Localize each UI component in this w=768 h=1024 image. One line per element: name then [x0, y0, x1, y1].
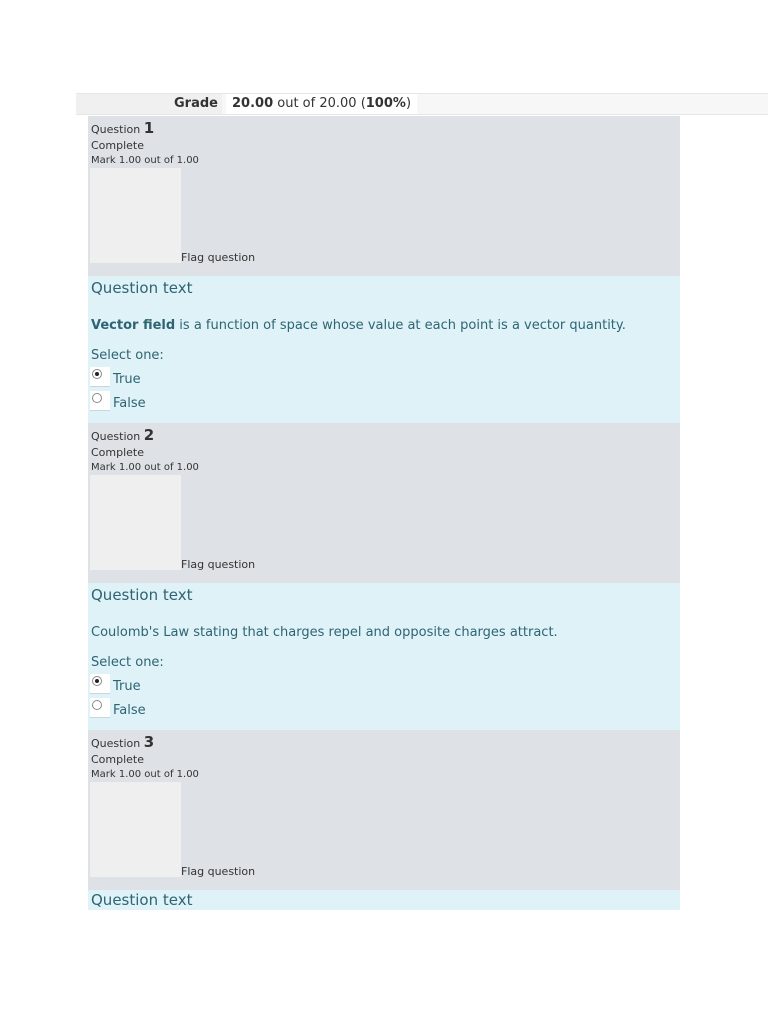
question-number: 1: [143, 119, 155, 137]
flag-question-link[interactable]: Flag question: [181, 558, 256, 571]
question-state: Complete: [91, 446, 145, 459]
select-one-label: Select one:: [91, 655, 164, 670]
radio-button-selected[interactable]: [92, 676, 102, 686]
flag-question-link[interactable]: Flag question: [181, 865, 256, 878]
radio-wrap: [90, 391, 110, 411]
question-1-info: [88, 116, 680, 276]
radio-button-selected[interactable]: [92, 369, 102, 379]
question-3-content: [88, 890, 680, 910]
question-text-body: [91, 624, 558, 642]
question-mark: Mark 1.00 out of 1.00: [91, 155, 199, 166]
question-title: [91, 732, 154, 752]
answer-option-false[interactable]: [90, 698, 146, 718]
radio-button[interactable]: [92, 393, 102, 403]
radio-wrap: [90, 698, 110, 718]
question-text-body: [91, 317, 626, 335]
question-number: 3: [143, 733, 155, 751]
question-mark: Mark 1.00 out of 1.00: [91, 769, 199, 780]
radio-button[interactable]: [92, 700, 102, 710]
question-title: [91, 425, 154, 445]
question-number: 2: [143, 426, 155, 444]
question-mark: Mark 1.00 out of 1.00: [91, 462, 199, 473]
question-text-heading: Question text: [91, 279, 193, 297]
grade-close: ): [405, 96, 412, 111]
question-prefix: Question: [91, 430, 144, 443]
grade-percent: 100%: [365, 96, 406, 111]
question-prefix: Question: [91, 123, 144, 136]
question-2-content: [88, 583, 680, 730]
grade-value: [226, 94, 417, 114]
question-text-rest: Coulomb's Law stating that charges repel and opposite charges attract.: [91, 625, 558, 640]
question-text-rest: is a function of space whose value at each point is a vector quantity.: [175, 318, 626, 333]
grade-row: [76, 93, 768, 115]
question-text-heading: Question text: [91, 891, 193, 909]
answer-option-true[interactable]: [90, 367, 141, 387]
flag-icon[interactable]: [90, 475, 181, 570]
question-3-info: [88, 730, 680, 890]
radio-wrap: [90, 674, 110, 694]
question-text-heading: Question text: [91, 586, 193, 604]
question-prefix: Question: [91, 737, 144, 750]
flag-question-link[interactable]: Flag question: [181, 251, 256, 264]
answer-label: False: [113, 396, 146, 411]
question-text-bold: Vector field: [91, 318, 176, 333]
flag-icon[interactable]: [90, 782, 181, 877]
question-state: Complete: [91, 753, 145, 766]
flag-icon[interactable]: [90, 168, 181, 263]
answer-label: True: [113, 372, 141, 387]
answer-label: True: [113, 679, 141, 694]
answer-option-false[interactable]: [90, 391, 146, 411]
grade-label: Grade: [76, 94, 222, 114]
answer-label: False: [113, 703, 146, 718]
question-2-info: [88, 423, 680, 583]
grade-score: 20.00: [232, 96, 274, 111]
answer-option-true[interactable]: [90, 674, 141, 694]
radio-wrap: [90, 367, 110, 387]
grade-out-of: out of 20.00 (: [273, 96, 366, 111]
question-title: [91, 118, 154, 138]
question-1-content: [88, 276, 680, 423]
question-state: Complete: [91, 139, 145, 152]
select-one-label: Select one:: [91, 348, 164, 363]
